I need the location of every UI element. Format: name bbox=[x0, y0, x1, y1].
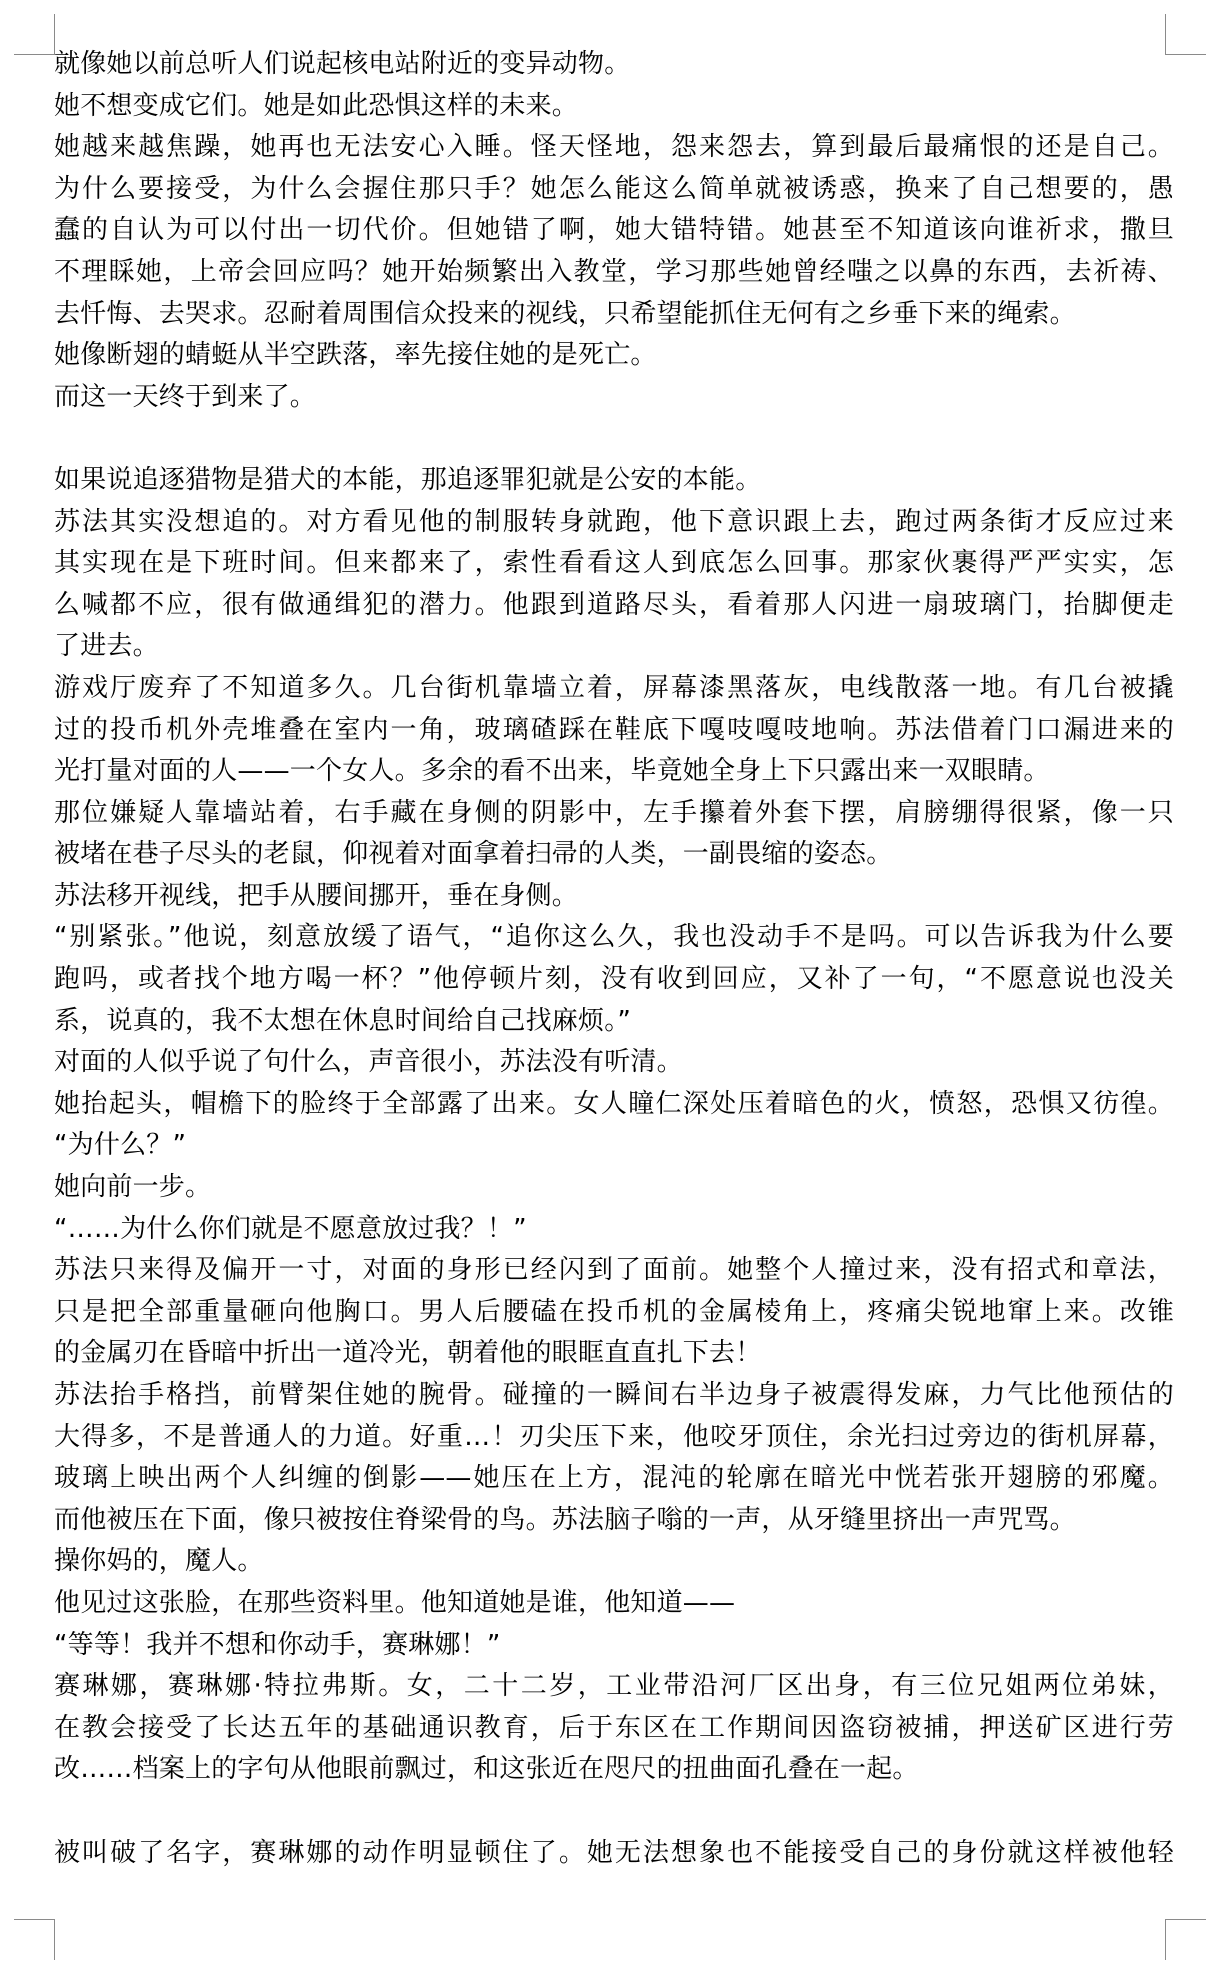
text-line: 苏法移开视线，把手从腰间挪开，垂在身侧。 bbox=[54, 880, 579, 911]
text-line: 苏法抬手格挡，前臂架住她的腕骨。碰撞的一瞬间右半边身子被震得发麻，力气比他预估的 bbox=[54, 1380, 1174, 1410]
text-line: 苏法其实没想追的。对方看见他的制服转身就跑，他下意识跟上去，跑过两条街才反应过来 bbox=[54, 506, 1174, 537]
crop-mark-bottom-left bbox=[14, 1919, 55, 1960]
text-line: 改……档案上的字句从他眼前飘过，和这张近在咫尺的扭曲面孔叠在一起。 bbox=[54, 1754, 919, 1785]
text-line: “别紧张。”他说，刻意放缓了语气，“追你这么久，我也没动手不是吗。可以告诉我为什么要 bbox=[54, 922, 1174, 953]
text-line: 去忏悔、去哭求。忍耐着周围信众投来的视线，只希望能抓住无何有之乡垂下来的绳索。 bbox=[54, 298, 1076, 329]
text-line: 过的投币机外壳堆叠在室内一角，玻璃碴踩在鞋底下嘎吱嘎吱地响。苏法借着门口漏进来的 bbox=[54, 714, 1174, 745]
text-line: “为什么？” bbox=[54, 1130, 187, 1161]
text-line: 其实现在是下班时间。但来都来了，索性看看这人到底怎么回事。那家伙裹得严严实实，怎 bbox=[54, 548, 1174, 579]
text-line: 操你妈的，魔人。 bbox=[54, 1546, 264, 1577]
blank-line bbox=[54, 1791, 1174, 1833]
text-line: 被叫破了名字，赛琳娜的动作明显顿住了。她无法想象也不能接受自己的身份就这样被他轻 bbox=[54, 1837, 1174, 1868]
text-line: 她抬起头，帽檐下的脸终于全部露了出来。女人瞳仁深处压着暗色的火，愤怒，恐惧又彷徨。 bbox=[54, 1088, 1174, 1119]
crop-mark-top-left bbox=[14, 14, 55, 55]
text-line: 只是把全部重量砸向他胸口。男人后腰磕在投币机的金属棱角上，疼痛尖锐地窜上来。改锥 bbox=[54, 1296, 1174, 1327]
text-line: 赛琳娜，赛琳娜·特拉弗斯。女，二十二岁，工业带沿河厂区出身，有三位兄姐两位弟妹， bbox=[54, 1671, 1174, 1702]
text-line: 她不想变成它们。她是如此恐惧这样的未来。 bbox=[54, 90, 579, 121]
text-line: 苏法只来得及偏开一寸，对面的身形已经闪到了面前。她整个人撞过来，没有招式和章法， bbox=[54, 1255, 1174, 1286]
text-line: 不理睬她，上帝会回应吗？她开始频繁出入教堂，学习那些她曾经嗤之以鼻的东西，去祈祷、 bbox=[54, 256, 1174, 287]
text-line: 大得多，不是普通人的力道。好重…！刃尖压下来，他咬牙顶住，余光扫过旁边的街机屏幕， bbox=[54, 1421, 1174, 1452]
text-line: 蠢的自认为可以付出一切代价。但她错了啊，她大错特错。她甚至不知道该向谁祈求，撒旦 bbox=[54, 215, 1174, 246]
text-line: 对面的人似乎说了句什么，声音很小，苏法没有听清。 bbox=[54, 1047, 683, 1078]
text-line: 而这一天终于到来了。 bbox=[54, 381, 317, 412]
blank-line bbox=[54, 418, 1174, 460]
text-line: “等等！我并不想和你动手，赛琳娜！” bbox=[54, 1629, 501, 1660]
text-line: 如果说追逐猎物是猎犬的本能，那追逐罪犯就是公安的本能。 bbox=[54, 464, 762, 495]
text-line: 跑吗，或者找个地方喝一杯？”他停顿片刻，没有收到回应，又补了一句，“不愿意说也没关 bbox=[54, 964, 1174, 995]
document-body bbox=[54, 44, 1174, 1874]
text-line: 他见过这张脸，在那些资料里。他知道她是谁，他知道—— bbox=[54, 1587, 736, 1618]
crop-mark-bottom-right bbox=[1165, 1919, 1206, 1960]
text-line: 在教会接受了长达五年的基础通识教育，后于东区在工作期间因盗窃被捕，押送矿区进行劳 bbox=[54, 1712, 1174, 1743]
text-line: 而他被压在下面，像只被按住脊梁骨的鸟。苏法脑子嗡的一声，从牙缝里挤出一声咒骂。 bbox=[54, 1504, 1076, 1535]
text-line: 光打量对面的人——一个女人。多余的看不出来，毕竟她全身上下只露出来一双眼睛。 bbox=[54, 756, 1050, 787]
text-line: 她像断翅的蜻蜓从半空跌落，率先接住她的是死亡。 bbox=[54, 340, 657, 371]
text-line: 那位嫌疑人靠墙站着，右手藏在身侧的阴影中，左手攥着外套下摆，肩膀绷得很紧，像一只 bbox=[54, 797, 1174, 828]
text-line: 她向前一步。 bbox=[54, 1172, 212, 1203]
text-line: 么喊都不应，很有做通缉犯的潜力。他跟到道路尽头，看着那人闪进一扇玻璃门，抬脚便走 bbox=[54, 589, 1174, 620]
text-line: “……为什么你们就是不愿意放过我？！” bbox=[54, 1213, 527, 1244]
text-line: 被堵在巷子尽头的老鼠，仰视着对面拿着扫帚的人类，一副畏缩的姿态。 bbox=[54, 839, 893, 870]
text-line: 游戏厅废弃了不知道多久。几台街机靠墙立着，屏幕漆黑落灰，电线散落一地。有几台被撬 bbox=[54, 672, 1174, 703]
text-line: 的金属刃在昏暗中折出一道冷光，朝着他的眼眶直直扎下去！ bbox=[54, 1338, 762, 1369]
text-line: 为什么要接受，为什么会握住那只手？她怎么能这么简单就被诱惑，换来了自己想要的，愚 bbox=[54, 173, 1174, 204]
text-line: 就像她以前总听人们说起核电站附近的变异动物。 bbox=[54, 49, 631, 79]
text-line: 玻璃上映出两个人纠缠的倒影——她压在上方，混沌的轮廓在暗光中恍若张开翅膀的邪魔。 bbox=[54, 1463, 1174, 1494]
text-line: 她越来越焦躁，她再也无法安心入睡。怪天怪地，怨来怨去，算到最后最痛恨的还是自己。 bbox=[54, 132, 1174, 163]
text-line: 系，说真的，我不太想在休息时间给自己找麻烦。” bbox=[54, 1005, 632, 1036]
text-line: 了进去。 bbox=[54, 631, 159, 662]
